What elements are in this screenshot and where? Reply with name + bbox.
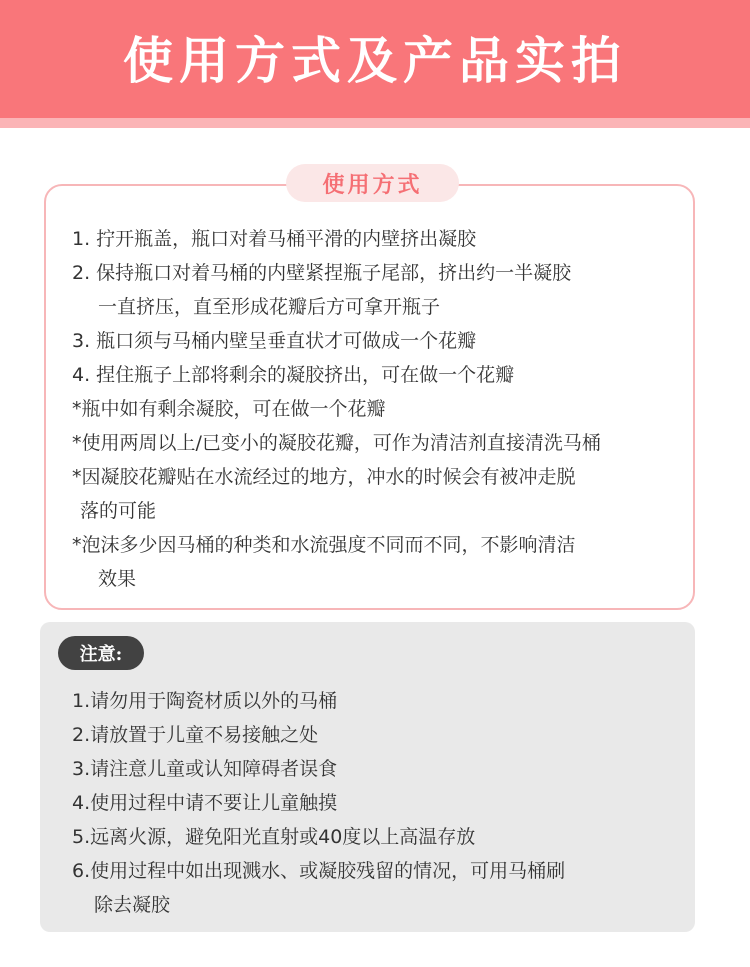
- caution-item-1: 1.请勿用于陶瓷材质以外的马桶: [72, 690, 338, 712]
- usage-step-3: 3. 瓶口须与马桶内壁呈垂直状才可做成一个花瓣: [72, 330, 477, 352]
- caution-item-2: 2.请放置于儿童不易接触之处: [72, 724, 319, 746]
- caution-item-6: 6.使用过程中如出现溅水、或凝胶残留的情况，可用马桶刷: [72, 860, 566, 882]
- usage-tip-4: *泡沫多少因马桶的种类和水流强度不同而不同，不影响清洁: [72, 534, 576, 556]
- caution-item-6-continued: 除去凝胶: [94, 894, 171, 916]
- caution-title: 注意:: [79, 644, 123, 665]
- usage-step-2: 2. 保持瓶口对着马桶的内壁紧捏瓶子尾部，挤出约一半凝胶: [72, 262, 572, 284]
- usage-section-title: 使用方式: [322, 171, 423, 198]
- caution-item-3: 3.请注意儿童或认知障碍者误食: [72, 758, 338, 780]
- caution-tab: [58, 636, 144, 670]
- usage-steps-list: [72, 222, 692, 596]
- usage-tip-4-continued: 效果: [98, 568, 137, 590]
- usage-tip-3: *因凝胶花瓣贴在水流经过的地方，冲水的时候会有被冲走脱: [72, 466, 576, 488]
- page-title: 使用方式及产品实拍: [123, 31, 627, 90]
- header-banner: [0, 0, 750, 128]
- usage-tip-3-continued: 落的可能: [80, 500, 157, 522]
- caution-item-4: 4.使用过程中请不要让儿童触摸: [72, 792, 338, 814]
- usage-step-2-continued: 一直挤压，直至形成花瓣后方可拿开瓶子: [98, 296, 441, 318]
- usage-step-4: 4. 捏住瓶子上部将剩余的凝胶挤出，可在做一个花瓣: [72, 364, 515, 386]
- caution-item-5: 5.远离火源，避免阳光直射或40度以上高温存放: [72, 826, 476, 848]
- usage-section-tab: [286, 164, 459, 202]
- usage-tip-1: *瓶中如有剩余凝胶，可在做一个花瓣: [72, 398, 386, 420]
- caution-list: [72, 684, 682, 922]
- usage-step-1: 1. 拧开瓶盖，瓶口对着马桶平滑的内壁挤出凝胶: [72, 228, 477, 250]
- usage-tip-2: *使用两周以上/已变小的凝胶花瓣，可作为清洁剂直接清洗马桶: [72, 432, 601, 454]
